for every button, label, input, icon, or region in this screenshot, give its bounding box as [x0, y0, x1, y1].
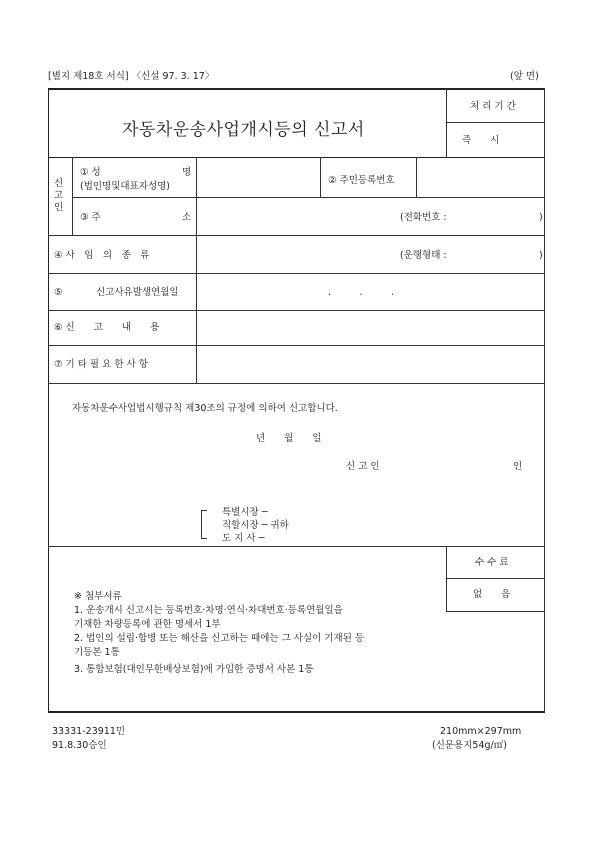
attachment-line: 기재한 차량등록에 관한 명세서 1부: [74, 619, 221, 630]
recipient-line3: 도 지 사 ─: [222, 533, 265, 544]
footer-approval: 91.8.30승인: [52, 740, 107, 751]
date-label-num: ⑤: [54, 287, 63, 298]
business-type-field[interactable]: [197, 236, 392, 272]
fee-mid: [446, 578, 545, 579]
attachment-line: 1. 운송개시 신고시는 등록번호·차명·연식·차대번호·등록연월일을: [74, 605, 343, 616]
statement-text: 자동차운수사업법시행규칙 제30조의 규정에 의하여 신고합니다.: [72, 403, 338, 414]
page-side-label: (앞 면): [510, 71, 539, 82]
other-field[interactable]: [197, 346, 544, 382]
name-sublabel: (법인명및대표자성명): [80, 181, 171, 192]
footer-paper-size: 210mm×297mm: [440, 726, 522, 737]
attachment-line: 2. 법인의 설립·합병 또는 해산을 신고하는 때에는 그 사실이 기재된 등: [74, 633, 365, 644]
row6-bottom: [48, 383, 545, 384]
attachments-title: ※ 첨부서류: [74, 591, 122, 602]
footer-form-number: 33331-23911민: [52, 726, 126, 737]
seal-mark[interactable]: 인: [513, 461, 523, 472]
operation-label: (운행형태 :: [400, 250, 447, 261]
business-type-label: ④ 사 임 의 종 류: [54, 250, 150, 261]
processing-value: 즉 시: [462, 135, 500, 146]
statement-bottom: [48, 546, 545, 547]
fee-label: 수 수 료: [475, 557, 509, 568]
recipient-bracket: [201, 510, 207, 539]
recipient-line1: 특별시장 ─: [222, 507, 268, 518]
form-title: 자동차운송사업개시등의 신고서: [122, 120, 365, 140]
row3-bottom: [48, 273, 545, 274]
date-label: 신고사유발생연월일: [96, 287, 179, 298]
id-number-label: ② 주민등록번호: [328, 175, 395, 186]
name-label: ① 성: [80, 167, 101, 178]
name-label-end: 명: [182, 167, 192, 178]
applicant-group-divider: [72, 157, 73, 235]
footer-paper-type: (신문용지54g/㎡): [432, 740, 507, 751]
address-label-end: 소: [182, 212, 192, 223]
attachment-line: 기등본 1통: [74, 647, 120, 658]
address-label: ③ 주: [80, 212, 101, 223]
id-label-left: [320, 157, 321, 197]
attachment-line: 3. 통합보험(대인무한배상보험)에 가입한 증명서 사본 1통: [74, 664, 314, 675]
fee-value: 없 음: [473, 589, 511, 600]
form-reference: [별지 제18호 서식] 〈신설 97. 3. 17〉: [48, 71, 215, 82]
operation-close: ): [539, 250, 543, 261]
date-field[interactable]: . . .: [328, 287, 395, 298]
processing-divider: [446, 122, 545, 123]
recipient-line2: 직할시장 ─ 귀하: [222, 520, 289, 531]
other-label: ⑦ 기 타 필 요 한 사 항: [54, 359, 148, 370]
address-field[interactable]: [197, 198, 392, 234]
statement-date[interactable]: 년 월 일: [256, 433, 322, 444]
applicant-group-label: 신고인: [54, 178, 64, 213]
fee-bottom: [446, 611, 545, 612]
name-field[interactable]: [197, 158, 319, 196]
content-label: ⑥ 신 고 내 용: [54, 322, 160, 333]
content-field[interactable]: [197, 311, 544, 344]
signer-label: 신 고 인: [346, 461, 380, 472]
id-number-field[interactable]: [417, 158, 544, 196]
processing-label: 처 리 기 간: [470, 101, 516, 112]
phone-label: (전화번호 :: [400, 212, 447, 223]
phone-close: ): [539, 212, 543, 223]
